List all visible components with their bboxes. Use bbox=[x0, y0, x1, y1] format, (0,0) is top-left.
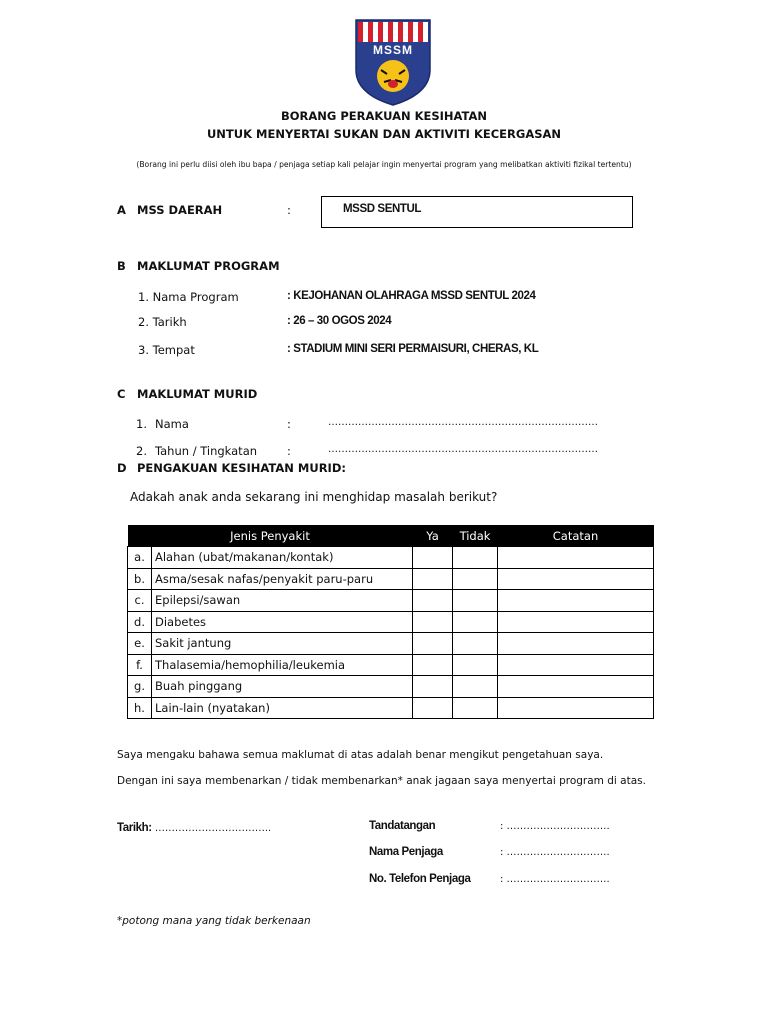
section-b-label: MAKLUMAT PROGRAM bbox=[137, 259, 280, 273]
student-name-label: Nama bbox=[155, 417, 189, 431]
no-cell[interactable] bbox=[453, 633, 498, 655]
row-disease: Thalasemia/hemophilia/leukemia bbox=[152, 654, 413, 676]
section-a-letter: A bbox=[117, 203, 126, 217]
student-name-field[interactable]: ……………………………………………………………………… bbox=[328, 417, 598, 428]
section-d-letter: D bbox=[117, 461, 127, 475]
yes-cell[interactable] bbox=[413, 547, 453, 569]
section-a-colon: : bbox=[287, 203, 291, 217]
yes-cell[interactable] bbox=[413, 590, 453, 612]
table-row bbox=[128, 654, 654, 676]
yes-cell[interactable] bbox=[413, 697, 453, 719]
date-blank: …………………………….. bbox=[151, 823, 272, 834]
program-name-label: 1. Nama Program bbox=[138, 290, 239, 304]
signature-field[interactable]: : …………………………. bbox=[500, 821, 610, 832]
row-disease: Buah pinggang bbox=[152, 676, 413, 698]
form-title-line2: UNTUK MENYERTAI SUKAN DAN AKTIVITI KECERGASAN bbox=[206, 127, 562, 141]
program-date-label: 2. Tarikh bbox=[138, 315, 187, 329]
form-title-line1: BORANG PERAKUAN KESIHATAN bbox=[280, 109, 488, 123]
declaration-line1: Saya mengaku bahawa semua maklumat di atas adalah benar mengikut pengetahuan saya. bbox=[117, 749, 604, 761]
no-cell[interactable] bbox=[453, 654, 498, 676]
header-yes: Ya bbox=[413, 525, 453, 547]
yes-cell[interactable] bbox=[413, 611, 453, 633]
header-no: Tidak bbox=[453, 525, 498, 547]
yes-cell[interactable] bbox=[413, 633, 453, 655]
row-disease: Lain-lain (nyatakan) bbox=[152, 697, 413, 719]
row-disease: Asma/sesak nafas/penyakit paru-paru bbox=[152, 568, 413, 590]
signature-label: Tandatangan bbox=[369, 820, 436, 832]
section-c-letter: C bbox=[117, 387, 126, 401]
student-year-label: Tahun / Tingkatan bbox=[155, 444, 258, 458]
section-a-label: MSS DAERAH bbox=[137, 203, 223, 217]
no-cell[interactable] bbox=[453, 676, 498, 698]
program-venue-value: : STADIUM MINI SERI PERMAISURI, CHERAS, KL bbox=[287, 343, 539, 355]
date-label: Tarikh: bbox=[117, 822, 152, 834]
no-cell[interactable] bbox=[453, 697, 498, 719]
table-header-row bbox=[128, 525, 654, 547]
table-row bbox=[128, 676, 654, 698]
table-row bbox=[128, 590, 654, 612]
health-table bbox=[127, 525, 654, 719]
row-letter: f. bbox=[128, 654, 152, 676]
row-letter: g. bbox=[128, 676, 152, 698]
table-row bbox=[128, 547, 654, 569]
row-letter: a. bbox=[128, 547, 152, 569]
guardian-phone-label: No. Telefon Penjaga bbox=[369, 873, 471, 885]
mss-daerah-value: MSSD SENTUL bbox=[343, 203, 422, 215]
row-letter: c. bbox=[128, 590, 152, 612]
row-letter: b. bbox=[128, 568, 152, 590]
student-year-field[interactable]: ……………………………………………………………………… bbox=[328, 444, 598, 455]
row-letter: e. bbox=[128, 633, 152, 655]
student-year-colon: : bbox=[287, 444, 291, 458]
row-disease: Sakit jantung bbox=[152, 633, 413, 655]
row-letter: d. bbox=[128, 611, 152, 633]
section-c-label: MAKLUMAT MURID bbox=[137, 387, 258, 401]
notes-cell[interactable] bbox=[498, 611, 654, 633]
header-notes: Catatan bbox=[498, 525, 654, 547]
row-disease: Alahan (ubat/makanan/kontak) bbox=[152, 547, 413, 569]
notes-cell[interactable] bbox=[498, 590, 654, 612]
notes-cell[interactable] bbox=[498, 654, 654, 676]
date-field[interactable] bbox=[117, 821, 271, 834]
mss-daerah-box[interactable] bbox=[321, 196, 633, 228]
notes-cell[interactable] bbox=[498, 568, 654, 590]
health-question: Adakah anak anda sekarang ini menghidap masalah berikut? bbox=[130, 490, 498, 504]
no-cell[interactable] bbox=[453, 590, 498, 612]
notes-cell[interactable] bbox=[498, 676, 654, 698]
yes-cell[interactable] bbox=[413, 654, 453, 676]
program-date-value: : 26 – 30 OGOS 2024 bbox=[287, 315, 392, 327]
section-b-letter: B bbox=[117, 259, 126, 273]
student-name-colon: : bbox=[287, 417, 291, 431]
no-cell[interactable] bbox=[453, 568, 498, 590]
declaration-line2: Dengan ini saya membenarkan / tidak membenarkan* anak jagaan saya menyertai program di atas. bbox=[117, 775, 646, 787]
table-row bbox=[128, 611, 654, 633]
student-year-num: 2. bbox=[136, 444, 147, 458]
table-row bbox=[128, 697, 654, 719]
notes-cell[interactable] bbox=[498, 633, 654, 655]
program-venue-label: 3. Tempat bbox=[138, 343, 195, 357]
guardian-name-label: Nama Penjaga bbox=[369, 846, 443, 858]
row-disease: Diabetes bbox=[152, 611, 413, 633]
no-cell[interactable] bbox=[453, 611, 498, 633]
form-note: (Borang ini perlu diisi oleh ibu bapa / penjaga setiap kali pelajar ingin menyertai program yang melibatkan aktiviti fizikal tertentu) bbox=[136, 160, 632, 169]
yes-cell[interactable] bbox=[413, 676, 453, 698]
table-row bbox=[128, 633, 654, 655]
yes-cell[interactable] bbox=[413, 568, 453, 590]
student-name-num: 1. bbox=[136, 417, 147, 431]
row-disease: Epilepsi/sawan bbox=[152, 590, 413, 612]
program-name-value: : KEJOHANAN OLAHRAGA MSSD SENTUL 2024 bbox=[287, 290, 536, 302]
header-disease: Jenis Penyakit bbox=[128, 525, 413, 547]
notes-cell[interactable] bbox=[498, 697, 654, 719]
mssm-logo bbox=[354, 18, 432, 106]
notes-cell[interactable] bbox=[498, 547, 654, 569]
table-row bbox=[128, 568, 654, 590]
guardian-name-field[interactable]: : …………………………. bbox=[500, 847, 610, 858]
guardian-phone-field[interactable]: : …………………………. bbox=[500, 874, 610, 885]
footnote: *potong mana yang tidak berkenaan bbox=[117, 915, 311, 927]
no-cell[interactable] bbox=[453, 547, 498, 569]
row-letter: h. bbox=[128, 697, 152, 719]
section-d-label: PENGAKUAN KESIHATAN MURID: bbox=[137, 461, 346, 475]
logo-text: MSSM bbox=[373, 43, 413, 57]
